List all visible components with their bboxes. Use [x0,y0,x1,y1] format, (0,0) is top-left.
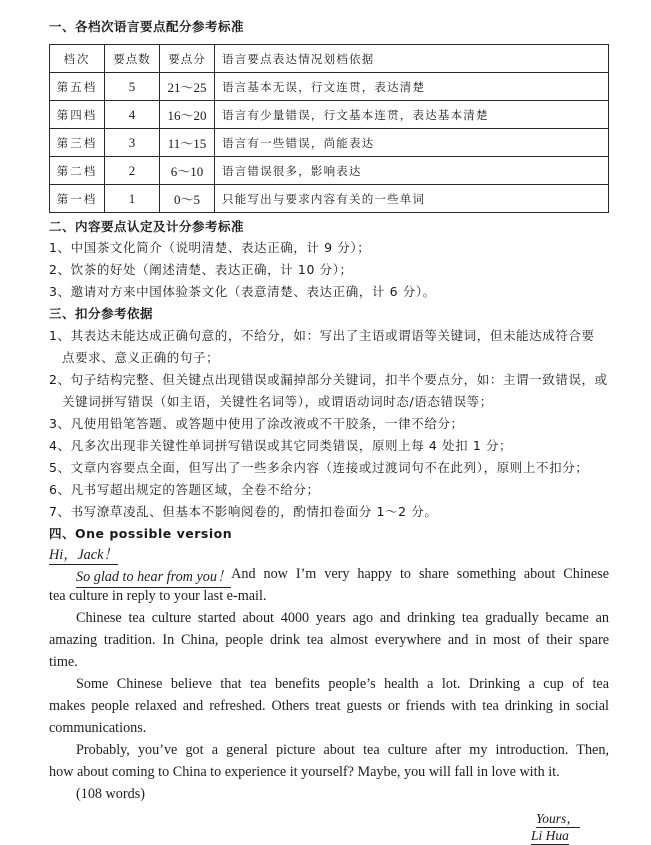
cell-criteria: 只能写出与要求内容有关的一些单词 [215,185,609,213]
cell-grade: 第三档 [50,129,105,157]
cell-grade: 第五档 [50,73,105,101]
cell-score: 11～15 [160,129,215,157]
letter-line: Chinese tea culture started about 4000 years ago and drinking tea gradually became an [76,610,609,626]
section-4-title: 四、One possible version [49,526,233,541]
section-2-title: 二、内容要点认定及计分参考标准 [49,219,245,234]
letter-line: Probably, you’ve got a general picture about tea culture after my introduction. Then, [76,742,609,758]
letter-line: communications. [49,720,147,736]
cell-criteria: 语言错误很多，影响表达 [215,157,609,185]
cell-grade: 第一档 [50,185,105,213]
deduction-rule-3: 3、凡使用铅笔答题、或答题中使用了涂改液或不干胶条，一律不给分； [49,416,464,431]
letter-line: time. [49,654,78,670]
deduction-rule-6: 6、凡书写超出规定的答题区域，全卷不给分； [49,482,320,497]
table-row [50,157,609,185]
letter-greeting: Hi，Jack！ [49,547,118,563]
letter-line: makes people relaxed and refreshed. Others treat guests or friends with tea drinking in social [49,698,609,714]
table-row [50,129,609,157]
header-points: 要点数 [105,45,160,73]
header-grade: 档次 [50,45,105,73]
deduction-rule-7: 7、书写潦草凌乱、但基本不影响阅卷的，酌情扣卷面分 1～2 分。 [49,504,438,519]
cell-criteria: 语言有少量错误，行文基本连贯，表达基本清楚 [215,101,609,129]
deduction-rule-5: 5、文章内容要点全面，但写出了一些多余内容（连接或过渡词句不在此列），原则上不扣分； [49,460,589,475]
table-row [50,185,609,213]
section-1-title: 一、各档次语言要点配分参考标准 [49,19,245,34]
cell-points: 4 [105,101,160,129]
word-count: (108 words) [76,786,145,802]
deduction-rule-2-cont: 关键词拼写错误（如主语，关键性名词等），或谓语动词时态/语态错误等； [62,394,493,409]
content-point-1: 1、中国茶文化简介（说明清楚、表达正确，计 9 分）； [49,240,371,255]
cell-grade: 第四档 [50,101,105,129]
opening-phrase: So glad to hear from you！ [76,566,231,588]
table-header-row [50,45,609,73]
content-point-3: 3、邀请对方来中国体验茶文化（表意清楚、表达正确，计 6 分）。 [49,284,436,299]
letter-line: amazing tradition. In China, people drink tea almost everywhere and in most of their spare [49,632,609,648]
cell-score: 16～20 [160,101,215,129]
content-point-2: 2、饮茶的好处（阐述清楚、表达正确，计 10 分）； [49,262,353,277]
cell-criteria: 语言基本无误，行文连贯，表达清楚 [215,73,609,101]
cell-score: 0～5 [160,185,215,213]
letter-closing: Yours， [536,807,580,828]
section-3-title: 三、扣分参考依据 [49,306,154,321]
letter-signature: Li Hua [531,828,569,843]
cell-criteria: 语言有一些错误，尚能表达 [215,129,609,157]
cell-score: 21～25 [160,73,215,101]
letter-text: And now I’m very happy to share something about Chinese [231,566,609,582]
cell-points: 1 [105,185,160,213]
deduction-rule-1-cont: 点要求、意义正确的句子； [62,350,220,365]
deduction-rule-2: 2、句子结构完整、但关键点出现错误或漏掉部分关键词，扣半个要点分，如：主谓一致错误，或 [49,372,608,387]
cell-points: 5 [105,73,160,101]
letter-paragraph-1-line-1 [76,566,609,588]
table-row [50,101,609,129]
header-score: 要点分 [160,45,215,73]
header-criteria: 语言要点表达情况划档依据 [215,45,609,73]
letter-line: tea culture in reply to your last e-mail. [49,588,267,604]
table-row [50,73,609,101]
grading-table [49,44,609,213]
letter-line: Some Chinese believe that tea benefits people’s health a lot. Drinking a cup of tea [76,676,609,692]
deduction-rule-4: 4、凡多次出现非关键性单词拼写错误或其它同类错误，原则上每 4 处扣 1 分； [49,438,513,453]
letter-line: how about coming to China to experience it yourself? Maybe, you will fall in love with it. [49,764,560,780]
cell-points: 2 [105,157,160,185]
cell-grade: 第二档 [50,157,105,185]
deduction-rule-1: 1、其表达未能达成正确句意的，不给分，如：写出了主语或谓语等关键词，但未能达成符合要 [49,328,595,343]
cell-score: 6～10 [160,157,215,185]
cell-points: 3 [105,129,160,157]
